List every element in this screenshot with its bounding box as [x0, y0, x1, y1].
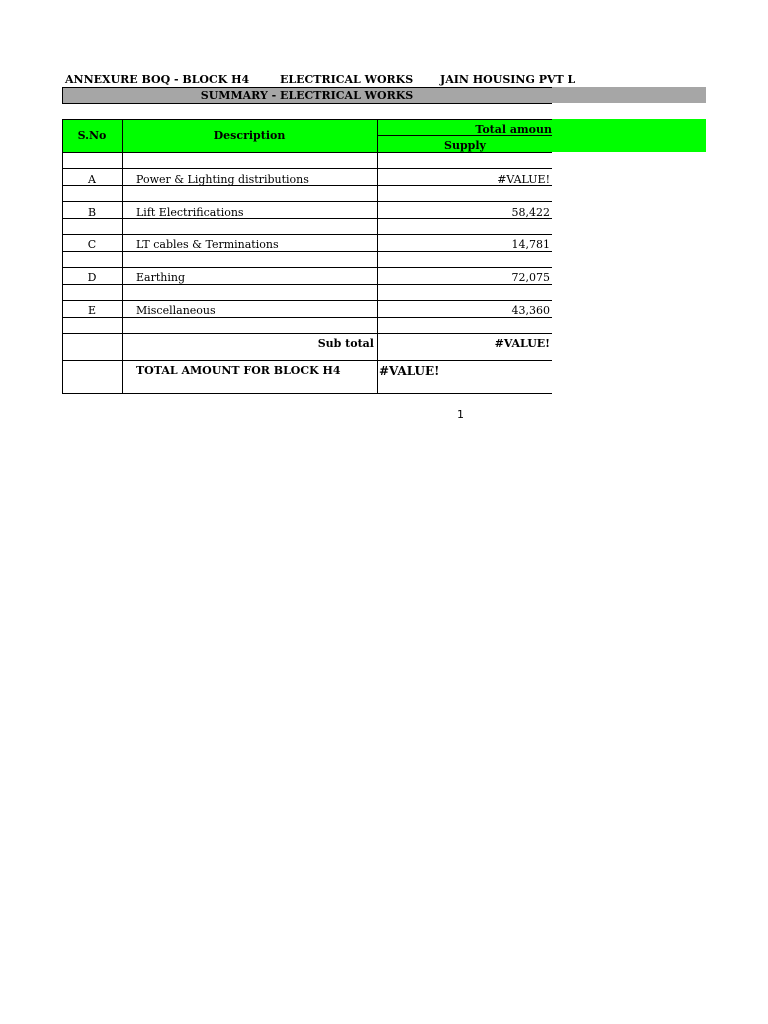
grid-line [377, 119, 378, 394]
grid-line [122, 119, 123, 394]
table-row-supply: 14,781 [511, 238, 550, 251]
grid-line [62, 317, 552, 318]
subtotal-value: #VALUE! [494, 337, 550, 350]
column-header-sno: S.No [77, 129, 107, 142]
column-header-description: Description [213, 129, 286, 142]
grid-line [62, 251, 552, 252]
grid-line [62, 201, 552, 202]
table-row-description: Miscellaneous [136, 304, 216, 317]
table-row-sno: B [87, 206, 97, 219]
section-title: ELECTRICAL WORKS [280, 73, 414, 86]
table-row-description: Earthing [136, 271, 185, 284]
page-number: 1 [457, 408, 464, 421]
table-row-supply: 43,360 [511, 304, 550, 317]
annexure-title: ANNEXURE BOQ - BLOCK H4 [65, 73, 250, 86]
summary-title: SUMMARY - ELECTRICAL WORKS [200, 89, 414, 102]
grid-line [62, 119, 63, 394]
grid-line [62, 333, 552, 334]
table-row-description: LT cables & Terminations [136, 238, 279, 251]
table-row-sno: A [88, 173, 96, 186]
grid-line [62, 119, 552, 120]
table-row-description: Lift Electrifications [136, 206, 244, 219]
table-row-description: Power & Lighting distributions [136, 173, 309, 186]
band-bottom-border [62, 103, 552, 104]
column-header-total-amount: Total amoun [475, 123, 552, 136]
grid-line [62, 152, 552, 153]
grid-line [62, 300, 552, 301]
grid-line [62, 234, 552, 235]
table-row-supply: 72,075 [511, 271, 550, 284]
grid-line [62, 284, 552, 285]
table-row-supply: 58,422 [511, 206, 550, 219]
grid-line [62, 267, 552, 268]
subtotal-label: Sub total [317, 337, 374, 350]
company-name: JAIN HOUSING PVT L [440, 73, 576, 86]
table-row-sno: E [87, 304, 97, 317]
table-row-sno: C [87, 238, 97, 251]
grid-line [62, 168, 552, 169]
grid-line [62, 360, 552, 361]
table-row-supply: #VALUE! [497, 173, 550, 186]
band-top-border [62, 87, 552, 88]
table-row-sno: D [87, 271, 97, 284]
total-label: TOTAL AMOUNT FOR BLOCK H4 [136, 364, 341, 377]
grid-line [62, 393, 552, 394]
column-header-supply: Supply [444, 139, 486, 152]
total-value: #VALUE! [379, 364, 440, 378]
